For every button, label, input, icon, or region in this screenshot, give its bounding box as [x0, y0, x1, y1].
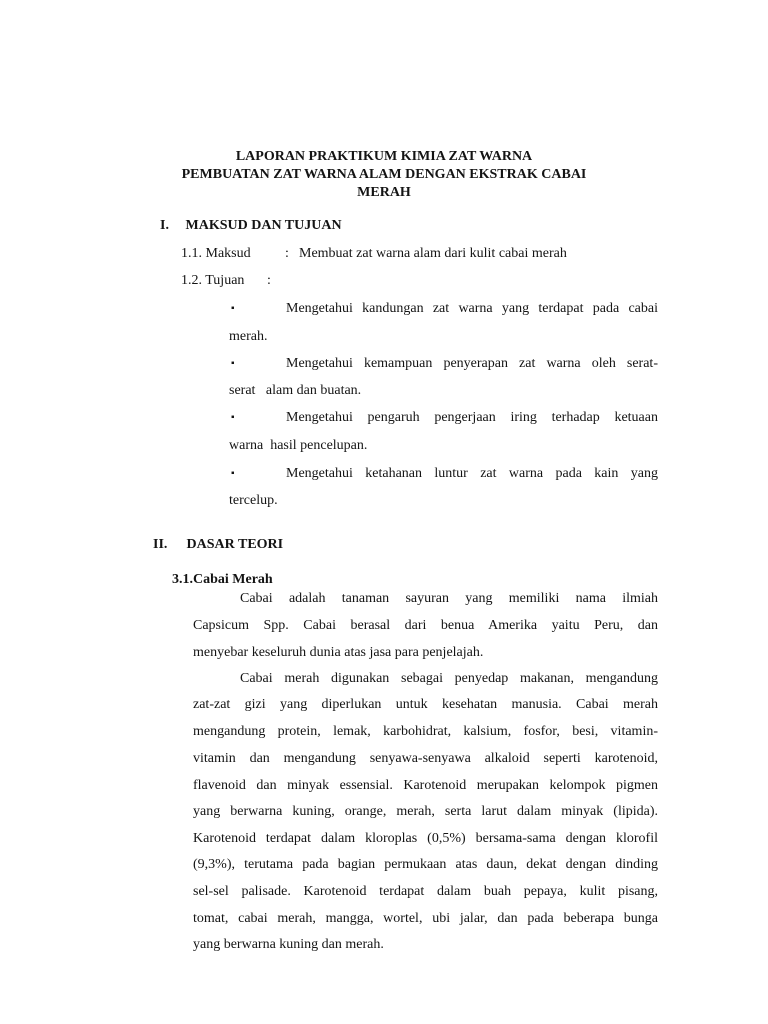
bullet-3-line-2: warna hasil pencelupan.	[229, 438, 368, 453]
section-2-title: DASAR TEORI	[186, 537, 284, 552]
bullet-4-line-1: Mengetahui ketahanan luntur zat warna pada kain yang	[286, 466, 658, 481]
bullet-marker: ▪	[231, 303, 235, 314]
tujuan-row	[181, 272, 271, 289]
para-1-line-3: menyebar keseluruh dunia atas jasa para penjelajah.	[193, 645, 484, 660]
bullet-marker: ▪	[231, 358, 235, 369]
bullet-marker: ▪	[231, 468, 235, 479]
subsection-heading: 3.1.Cabai Merah	[172, 572, 273, 587]
para-1-line-2: Capsicum Spp. Cabai berasal dari benua Amerika yaitu Peru, dan	[193, 618, 658, 633]
maksud-colon: :	[285, 246, 289, 261]
section-1-heading	[160, 218, 342, 234]
doc-title-line-3: MERAH	[357, 185, 411, 200]
para-2-line-11: yang berwarna kuning dan merah.	[193, 937, 384, 952]
para-2-line-1: Cabai merah digunakan sebagai penyedap makanan, mengandung	[240, 671, 658, 686]
bullet-1-line-2: merah.	[229, 329, 268, 344]
para-1-line-1: Cabai adalah tanaman sayuran yang memiliki nama ilmiah	[240, 591, 658, 606]
para-2-line-10: tomat, cabai merah, mangga, wortel, ubi jalar, dan pada beberapa bunga	[193, 911, 658, 926]
para-2-line-8: (9,3%), terutama pada bagian permukaan atas daun, dekat dengan dinding	[193, 857, 658, 872]
para-2-line-5: flavenoid dan minyak essensial. Karotenoid merupakan kelompok pigmen	[193, 778, 658, 793]
bullet-marker: ▪	[231, 412, 235, 423]
maksud-row	[181, 245, 567, 262]
bullet-2-line-2: serat alam dan buatan.	[229, 383, 362, 398]
bullet-1-line-1: Mengetahui kandungan zat warna yang terdapat pada cabai	[286, 301, 658, 316]
bullet-4-line-2: tercelup.	[229, 493, 278, 508]
section-2-heading	[153, 537, 283, 553]
maksud-text: Membuat zat warna alam dari kulit cabai merah	[299, 246, 567, 261]
bullet-3-line-1: Mengetahui pengaruh pengerjaan iring terhadap ketuaan	[286, 410, 658, 425]
para-2-line-6: yang berwarna kuning, orange, merah, serta larut dalam minyak (lipida).	[193, 804, 658, 819]
section-1-title: MAKSUD DAN TUJUAN	[185, 218, 342, 233]
tujuan-label: 1.2. Tujuan	[181, 273, 245, 288]
para-2-line-3: mengandung protein, lemak, karbohidrat, kalsium, fosfor, besi, vitamin-	[193, 724, 658, 739]
doc-title-line-2: PEMBUATAN ZAT WARNA ALAM DENGAN EKSTRAK CABAI	[181, 167, 587, 182]
bullet-2-line-1: Mengetahui kemampuan penyerapan zat warna oleh serat-	[286, 356, 658, 371]
para-2-line-7: Karotenoid terdapat dalam kloroplas (0,5%) bersama-sama dengan klorofil	[193, 831, 658, 846]
para-2-line-4: vitamin dan mengandung senyawa-senyawa alkaloid seperti karotenoid,	[193, 751, 658, 766]
tujuan-colon: :	[267, 273, 271, 288]
para-2-line-9: sel-sel palisade. Karotenoid terdapat dalam buah pepaya, kulit pisang,	[193, 884, 658, 899]
maksud-label: 1.1. Maksud	[181, 246, 251, 261]
para-2-line-2: zat-zat gizi yang diperlukan untuk kesehatan manusia. Cabai merah	[193, 697, 658, 712]
section-1-number: I.	[160, 218, 169, 233]
section-2-number: II.	[153, 537, 168, 552]
doc-title-line-1: LAPORAN PRAKTIKUM KIMIA ZAT WARNA	[235, 149, 533, 164]
